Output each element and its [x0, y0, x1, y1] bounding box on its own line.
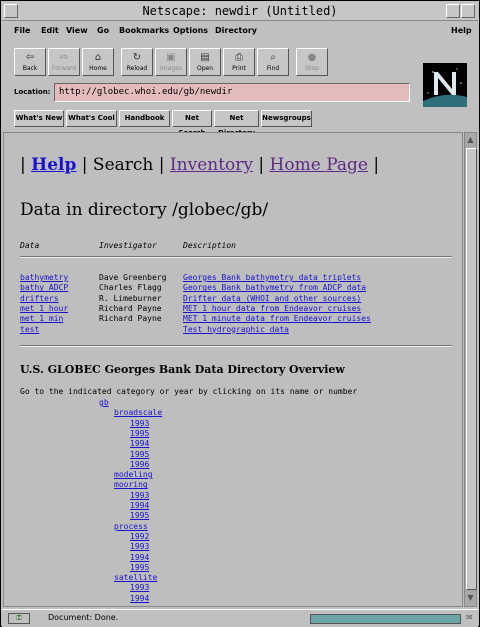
year-link[interactable]: 1993 [130, 542, 150, 552]
year-link[interactable]: 1996 [130, 459, 150, 469]
toolbar-button-label: Stop [305, 65, 319, 72]
category-link[interactable]: gb [99, 398, 109, 407]
print-icon: ⎙ [235, 52, 243, 63]
home-page-link[interactable]: Home Page [269, 155, 368, 175]
stop-icon: ● [307, 52, 317, 63]
data-link[interactable]: drifters [20, 293, 59, 303]
column-header-data: Data [20, 241, 40, 250]
investigator-name: Charles Flagg [99, 283, 162, 293]
description-link[interactable]: Georges Bank bathymetry from ADCP data [183, 283, 367, 293]
forward-button[interactable] [48, 48, 80, 76]
year-link[interactable]: 1995 [130, 562, 150, 572]
net-search-button[interactable]: Net [172, 110, 212, 127]
security-key-icon[interactable]: ⚿ [8, 613, 30, 624]
year-link[interactable]: 1994 [130, 439, 150, 449]
toolbar-button-label: Images [160, 65, 182, 72]
toolbar-button-label: Home [89, 65, 107, 72]
toolbar-button-label: Forward [51, 65, 77, 72]
year-link[interactable]: 1995 [130, 428, 150, 438]
category-link[interactable]: process [114, 521, 148, 531]
year-link[interactable]: 1995 [130, 449, 150, 459]
what-s-new-button[interactable]: What's New [14, 110, 64, 127]
help-link[interactable]: Help [31, 155, 77, 175]
description-link[interactable]: Drifter data (WHOI and other sources) [183, 293, 362, 303]
netscape-n-icon [423, 63, 467, 107]
investigator-name: Dave Greenberg [99, 273, 167, 282]
data-link[interactable]: met_1_hour [20, 303, 69, 313]
find-button[interactable] [257, 48, 289, 76]
open-button[interactable] [189, 48, 221, 76]
mail-icon[interactable]: ✉ [466, 613, 473, 622]
status-bar [2, 609, 478, 627]
data-link[interactable]: met_1_min [20, 314, 64, 324]
toolbar-button-label: Print [232, 65, 246, 72]
description-link[interactable]: MET 1 hour data from Endeavor cruises [183, 303, 362, 313]
toolbar-button-label: Find [266, 65, 280, 72]
forward-arrow-icon: ⇨ [59, 52, 69, 63]
back-arrow-icon: ⇦ [25, 52, 35, 63]
category-link[interactable]: broadscale [114, 408, 163, 418]
description-link[interactable]: MET 1 minute data from Endeavor cruises [183, 314, 371, 324]
find-icon: ⌕ [270, 52, 276, 63]
table-divider [20, 256, 452, 258]
stop-button[interactable] [296, 48, 328, 76]
year-link[interactable]: 1993 [130, 418, 150, 428]
category-link[interactable]: satellite [114, 573, 158, 583]
back-button[interactable] [14, 48, 46, 76]
nav-separator: | [258, 155, 265, 175]
toolbar-button-label: Open [196, 65, 214, 72]
handbook-button[interactable]: Handbook [119, 110, 170, 127]
investigator-name: Richard Payne [99, 303, 162, 313]
vertical-scrollbar[interactable] [464, 132, 477, 607]
nav-separator: | [373, 155, 380, 175]
description-link[interactable]: Test hydrographic data [183, 324, 289, 334]
year-link[interactable]: 1994 [130, 552, 150, 562]
newsgroups-button[interactable]: Newsgroups [261, 110, 312, 127]
scroll-thumb[interactable] [466, 148, 477, 590]
column-header-investigator: Investigator [99, 241, 157, 250]
title-bar [2, 2, 478, 21]
status-text: Document: Done. [48, 613, 119, 622]
category-link[interactable]: mooring [114, 480, 148, 490]
menu-edit[interactable]: Edit [41, 26, 59, 35]
nav-separator: | [158, 155, 165, 175]
menu-view[interactable]: View [66, 26, 88, 35]
page-content [3, 132, 463, 607]
toolbar-button-label: Reload [126, 65, 148, 72]
year-link[interactable]: 1992 [130, 531, 150, 541]
menu-options[interactable]: Options [173, 26, 209, 35]
net-directory-button[interactable]: Net [214, 110, 259, 127]
investigator-name: Richard Payne [99, 314, 162, 324]
data-link[interactable]: bathy_ADCP [20, 283, 69, 293]
reload-button[interactable] [121, 48, 153, 76]
maximize-button[interactable] [461, 4, 475, 18]
menu-go[interactable]: Go [97, 26, 110, 35]
toolbar-button-label: Back [22, 65, 38, 72]
year-link[interactable]: 1993 [130, 583, 150, 593]
images-icon: ▣ [166, 52, 176, 63]
progress-bar [310, 614, 461, 624]
nav-separator: | [20, 155, 26, 175]
description-link[interactable]: Georges Bank bathymetry data triplets [183, 273, 362, 282]
menu-directory[interactable]: Directory [215, 26, 257, 35]
location-label: Location: [14, 88, 51, 96]
data-link[interactable]: bathymetry [20, 273, 69, 282]
images-button[interactable] [155, 48, 187, 76]
section-divider [20, 345, 452, 347]
menu-bookmarks[interactable]: Bookmarks [119, 26, 170, 35]
inventory-link[interactable]: Inventory [169, 155, 253, 175]
nav-separator: | [81, 155, 88, 175]
scroll-up-icon[interactable]: ▲ [467, 135, 474, 144]
page-heading: Data in directory /globec/gb/ [20, 200, 269, 220]
scroll-down-icon[interactable]: ▼ [467, 593, 474, 602]
investigator-name: R. Limeburner [99, 293, 162, 303]
window-title: Netscape: newdir (Untitled) [142, 4, 338, 18]
reload-icon: ↻ [132, 52, 142, 63]
overview-intro: Go to the indicated category or year by clicking on its name or number [20, 387, 358, 396]
page-nav [20, 155, 379, 175]
year-link[interactable]: 1993 [130, 490, 150, 500]
open-icon: ▤ [200, 52, 210, 63]
home-button[interactable] [82, 48, 114, 76]
data-link[interactable]: test [20, 324, 40, 334]
minimize-button[interactable] [446, 4, 460, 18]
year-link[interactable]: 1994 [130, 501, 150, 510]
location-input[interactable]: http://globec.whoi.edu/gb/newdir [54, 83, 410, 102]
netscape-logo[interactable] [423, 63, 467, 107]
category-link[interactable]: modeling [114, 470, 153, 480]
print-button[interactable] [223, 48, 255, 76]
home-icon: ⌂ [94, 52, 102, 63]
overview-title: U.S. GLOBEC Georges Bank Data Directory Overview [20, 363, 345, 376]
menu-help[interactable]: Help [451, 26, 472, 35]
year-link[interactable]: 1995 [130, 511, 150, 521]
search-current: Search [92, 155, 154, 175]
year-link[interactable]: 1994 [130, 593, 150, 603]
column-header-description: Description [183, 241, 236, 250]
what-s-cool-button[interactable]: What's Cool [66, 110, 117, 127]
menu-file[interactable]: File [14, 26, 31, 35]
menu-bar [2, 22, 478, 42]
